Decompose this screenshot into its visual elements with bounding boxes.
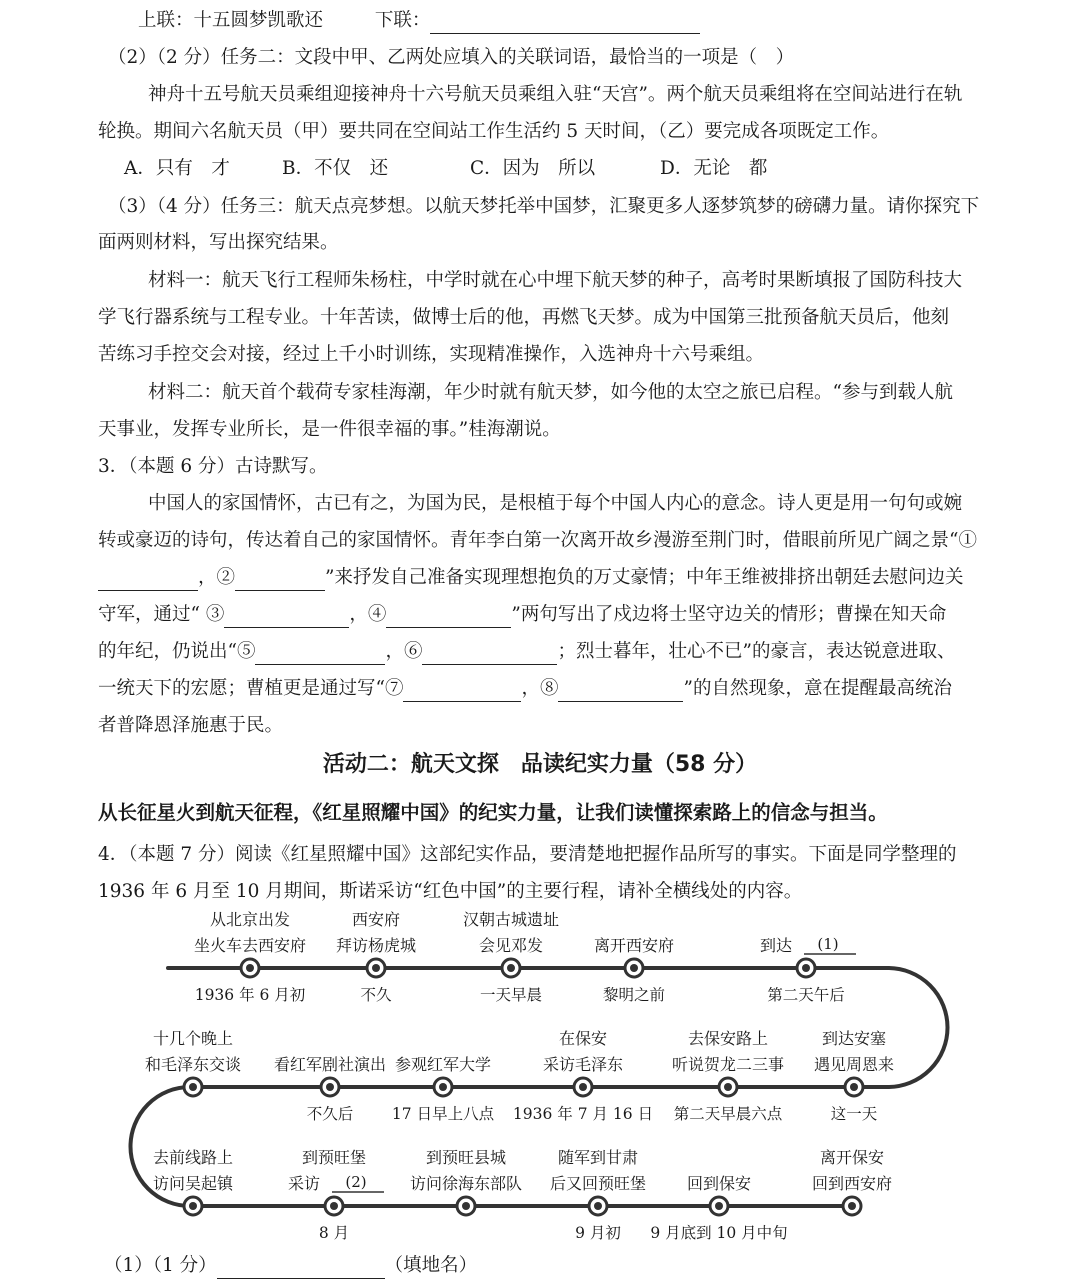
q3-line6-b: ，⑧ [521, 678, 559, 699]
timeline-node [325, 1197, 343, 1215]
q3-line6 [98, 676, 952, 702]
timeline-node-dot [507, 964, 515, 972]
timeline-node-dot [630, 964, 638, 972]
material1-line2: 学飞行器系统与工程专业。十年苦读，做博士后的他，再燃飞天梦。成为中国第三批预备航天员后，他刻 [98, 307, 950, 328]
q3-line3-a: ，② [198, 567, 236, 588]
timeline-node [184, 1078, 202, 1096]
blank-3[interactable] [224, 607, 349, 628]
timeline-node [589, 1197, 607, 1215]
activity2-heading: 活动二：航天文探 品读纪实力量（58 分） [322, 752, 758, 777]
timeline-label-top: 在保安 [558, 1029, 608, 1048]
timeline-node-dot [724, 1083, 732, 1091]
timeline-label-time: 这一天 [830, 1105, 878, 1123]
q3-line4-b: ，④ [349, 604, 387, 625]
timeline-label-time: 不久后 [306, 1105, 354, 1123]
task2-question: （2）（2 分）任务二：文段中甲、乙两处应填入的关联词语，最恰当的一项是（ ） [108, 47, 795, 68]
material1-line3: 苦练习手控交会对接，经过上千小时训练，实现精准操作，入选神舟十六号乘组。 [98, 344, 765, 365]
q3-line2: 转或豪迈的诗句，传达着自己的家国情怀。青年李白第一次离开故乡漫游至荆门时，借眼前所见广阔之景“① [98, 530, 977, 551]
timeline-label-event: 访问徐海东部队 [409, 1174, 523, 1193]
q4-line2: 1936 年 6 月至 10 月期间，斯诺采访“红色中国”的主要行程，请补全横线处的内容。 [98, 881, 803, 902]
q4-answer-blank[interactable] [217, 1258, 385, 1279]
timeline-blank-label: (1) [817, 935, 839, 953]
timeline-label-time: 黎明之前 [602, 986, 666, 1004]
q3-line6-c: ”的自然现象，意在提醒最高统治 [683, 678, 952, 699]
blank-6[interactable] [422, 644, 557, 665]
q3-line4-c: ”两句写出了戍边将士坚守边关的情形；曹操在知天命 [511, 604, 947, 625]
timeline-label-event: 回到西安府 [811, 1174, 893, 1193]
timeline-label-event: 参观红军大学 [394, 1055, 492, 1074]
timeline-blank-label: (2) [345, 1173, 367, 1191]
timeline-node [719, 1078, 737, 1096]
timeline-label-top: 十几个晚上 [152, 1029, 234, 1048]
blank-8[interactable] [558, 681, 683, 702]
timeline-label-event: 后又回预旺堡 [549, 1174, 647, 1193]
timeline-label-time: 不久 [360, 986, 392, 1004]
couplet-upper-label: 上联： [138, 10, 194, 31]
timeline-node-dot [802, 964, 810, 972]
option-b[interactable]: B．不仅 还 [282, 158, 389, 179]
q3-line5-c: ；烈士暮年，壮心不已”的豪言，表达锐意进取、 [557, 641, 956, 662]
timeline-label-event: 会见邓发 [478, 936, 544, 955]
timeline-node-dot [189, 1083, 197, 1091]
timeline-label-top: 汉朝古城遗址 [462, 910, 560, 929]
couplet-upper-text: 十五圆梦凯歌还 [193, 10, 324, 31]
timeline-label-time: 一天早晨 [479, 986, 543, 1004]
q4-line1: 4．（本题 7 分）阅读《红星照耀中国》这部纪实作品，要清楚地把握作品所写的事实。下面是同学整理的 [98, 844, 957, 865]
q3-title: 3．（本题 6 分）古诗默写。 [98, 456, 328, 477]
task2-passage-line2: 轮换。期间六名航天员（甲）要共同在空间站工作生活约 5 天时间，（乙）要完成各项既定工作。 [98, 121, 890, 142]
q3-line3-b: ”来抒发自己准备实现理想抱负的万丈豪情；中年王维被排挤出朝廷去慰问边关 [325, 567, 964, 588]
option-a[interactable]: A．只有 才 [124, 158, 230, 179]
option-c[interactable]: C．因为 所以 [470, 158, 596, 179]
q4-answer-suffix: （填地名） [384, 1255, 478, 1276]
timeline-label-event: 坐火车去西安府 [193, 936, 307, 955]
q3-line3 [98, 565, 963, 591]
timeline-node [797, 959, 815, 977]
timeline-node [574, 1078, 592, 1096]
timeline-label-event: 和毛泽东交谈 [144, 1055, 242, 1074]
timeline-label-time: 17 日早上八点 [391, 1105, 495, 1123]
q3-line6-a: 一统天下的宏愿；曹植更是通过写“⑦ [98, 678, 404, 699]
timeline-node [321, 1078, 339, 1096]
timeline-label-time: 8 月 [318, 1224, 350, 1242]
timeline-label-event: 遇见周恩来 [813, 1055, 895, 1074]
material2-line2: 天事业，发挥专业所长，是一件很幸福的事。”桂海潮说。 [98, 419, 561, 440]
timeline-node [367, 959, 385, 977]
blank-7[interactable] [403, 681, 521, 702]
timeline-label-time: 1936 年 7 月 16 日 [512, 1105, 654, 1123]
blank-1[interactable] [98, 570, 198, 591]
timeline-label-event: 采访毛泽东 [542, 1055, 624, 1074]
timeline-node [241, 959, 259, 977]
timeline-node-dot [439, 1083, 447, 1091]
material1-line1: 材料一：航天飞行工程师朱杨柱，中学时就在心中埋下航天梦的种子，高考时果断填报了国防科技大 [148, 270, 963, 291]
timeline-label-top: 到达安塞 [821, 1029, 887, 1048]
activity2-intro: 从长征星火到航天征程，《红星照耀中国》的纪实力量，让我们读懂探索路上的信念与担当。 [98, 801, 888, 824]
timeline-label-event: 到达 [759, 936, 793, 955]
q3-line5-a: 的年纪，仍说出“⑤ [98, 641, 256, 662]
timeline-label-time: 第二天早晨六点 [673, 1105, 783, 1123]
q3-line5-b: ，⑥ [385, 641, 423, 662]
blank-2[interactable] [235, 570, 325, 591]
timeline-label-time: 9 月底到 10 月中旬 [650, 1224, 788, 1242]
timeline-label-top: 从北京出发 [209, 910, 291, 929]
q3-line1: 中国人的家国情怀，古已有之，为国为民，是根植于每个中国人内心的意念。诗人更是用一句句或婉 [148, 493, 963, 514]
q3-line4 [98, 602, 946, 628]
timeline-label-event: 离开西安府 [593, 936, 675, 955]
timeline-node-dot [189, 1202, 197, 1210]
timeline-label-top: 去前线路上 [152, 1148, 234, 1167]
timeline-label-event: 看红军剧社演出 [273, 1055, 387, 1074]
couplet-lower-label: 下联： [374, 10, 431, 31]
timeline-label-time: 第二天午后 [767, 986, 845, 1004]
timeline-label-top: 随军到甘肃 [557, 1148, 639, 1167]
timeline-label-event: 采访 [287, 1174, 321, 1193]
task3-question-line1: （3）（4 分）任务三：航天点亮梦想。以航天梦托举中国梦，汇聚更多人逐梦筑梦的磅礴力量。请你探究下 [108, 196, 980, 217]
timeline-node [434, 1078, 452, 1096]
q4-answer-prefix: （1）（1 分） [104, 1255, 217, 1276]
task2-options [124, 156, 767, 182]
timeline-node-dot [579, 1083, 587, 1091]
timeline-label-top: 到预旺堡 [301, 1148, 367, 1167]
option-d[interactable]: D．无论 都 [660, 158, 768, 179]
couplet-line [138, 8, 700, 34]
timeline-node-dot [715, 1202, 723, 1210]
timeline-node [845, 1078, 863, 1096]
timeline-node-dot [326, 1083, 334, 1091]
blank-5[interactable] [255, 644, 385, 665]
task2-passage-line1: 神舟十五号航天员乘组迎接神舟十六号航天员乘组入驻“天宫”。两个航天员乘组将在空间站进行在轨 [148, 84, 963, 105]
timeline-node-dot [330, 1202, 338, 1210]
timeline-node-dot [594, 1202, 602, 1210]
timeline-node [710, 1197, 728, 1215]
timeline-node-dot [246, 964, 254, 972]
timeline-track [131, 968, 948, 1206]
timeline-node-dot [372, 964, 380, 972]
timeline-node [625, 959, 643, 977]
couplet-lower-blank[interactable] [430, 13, 700, 34]
timeline-node [184, 1197, 202, 1215]
timeline-label-top: 离开保安 [819, 1148, 885, 1167]
timeline-label-top: 西安府 [351, 910, 401, 929]
timeline-node-dot [462, 1202, 470, 1210]
timeline-label-top: 到预旺县城 [425, 1148, 507, 1167]
timeline-node [843, 1197, 861, 1215]
timeline-label-event: 访问吴起镇 [152, 1174, 234, 1193]
timeline-node-dot [848, 1202, 856, 1210]
timeline-label-event: 回到保安 [686, 1174, 752, 1193]
q3-line4-a: 守军，通过“ ③ [98, 604, 225, 625]
timeline-label-event: 拜访杨虎城 [335, 936, 417, 955]
timeline-node [502, 959, 520, 977]
q3-line7: 者普降恩泽施惠于民。 [98, 715, 284, 736]
timeline-label-time: 9 月初 [575, 1224, 621, 1242]
timeline-label-time: 1936 年 6 月初 [194, 986, 306, 1004]
task3-question-line2: 面两则材料，写出探究结果。 [98, 232, 339, 253]
material2-line1: 材料二：航天首个载荷专家桂海潮，年少时就有航天梦，如今他的太空之旅已启程。“参与到载人航 [148, 382, 953, 403]
timeline-node-dot [850, 1083, 858, 1091]
timeline-node [457, 1197, 475, 1215]
q4-answer-line [104, 1253, 477, 1279]
timeline-label-event: 听说贺龙二三事 [671, 1055, 785, 1074]
timeline-label-top: 去保安路上 [687, 1029, 769, 1048]
blank-4[interactable] [386, 607, 511, 628]
q3-line5 [98, 639, 955, 665]
